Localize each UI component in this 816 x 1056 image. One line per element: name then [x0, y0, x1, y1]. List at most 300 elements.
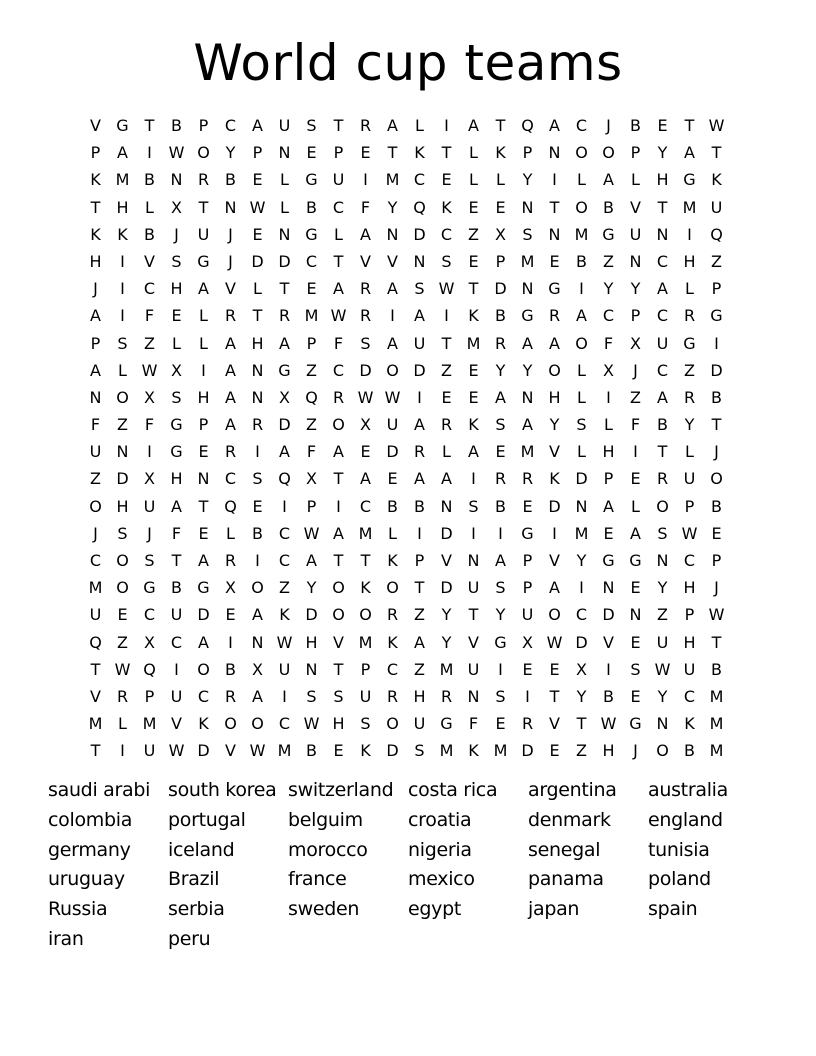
- grid-letter: N: [116, 442, 129, 462]
- grid-letter: M: [358, 523, 373, 543]
- grid-letter: I: [390, 306, 395, 326]
- grid-letter: T: [279, 279, 290, 299]
- grid-letter: T: [684, 116, 695, 135]
- grid-letter: O: [116, 387, 129, 407]
- grid-letter: N: [89, 387, 102, 407]
- grid-letter: D: [575, 632, 588, 652]
- grid-letter: K: [441, 197, 452, 217]
- grid-letter: T: [90, 197, 101, 217]
- grid-letter: W: [330, 306, 347, 326]
- grid-letter: T: [252, 306, 263, 326]
- grid-letter: Y: [657, 143, 668, 163]
- grid-letter: X: [279, 387, 290, 407]
- grid-letter: T: [549, 686, 560, 706]
- grid-letter: S: [144, 551, 155, 570]
- grid-letter: J: [714, 578, 719, 598]
- grid-letter: U: [89, 442, 102, 462]
- grid-letter: P: [684, 496, 695, 516]
- grid-letter: B: [225, 659, 236, 679]
- grid-letter: H: [683, 251, 696, 271]
- grid-letter: U: [278, 659, 291, 679]
- grid-letter: W: [600, 714, 617, 734]
- grid-letter: M: [88, 578, 103, 598]
- grid-letter: F: [360, 197, 371, 217]
- grid-letter: L: [604, 415, 613, 435]
- grid-letter: O: [359, 605, 372, 625]
- grid-letter: P: [684, 605, 695, 625]
- grid-letter: O: [89, 496, 102, 516]
- grid-letter: V: [630, 197, 641, 217]
- grid-letter: N: [467, 551, 480, 570]
- grid-letter: D: [359, 360, 372, 380]
- grid-letter: B: [630, 116, 641, 135]
- word-list-item: croatia: [408, 808, 472, 831]
- grid-letter: N: [575, 496, 588, 516]
- word-list-item: sweden: [288, 898, 360, 921]
- grid-letter: E: [495, 197, 506, 217]
- grid-letter: K: [90, 170, 101, 190]
- grid-letter: Z: [684, 360, 695, 380]
- grid-letter: I: [120, 251, 125, 271]
- grid-letter: E: [198, 523, 209, 543]
- grid-letter: S: [495, 415, 506, 435]
- grid-letter: Z: [711, 251, 722, 271]
- grid-letter: Q: [521, 116, 534, 135]
- grid-letter: T: [711, 632, 722, 652]
- grid-letter: W: [168, 143, 185, 163]
- grid-letter: M: [574, 224, 589, 244]
- grid-letter: D: [305, 605, 318, 625]
- grid-letter: A: [252, 686, 263, 706]
- grid-letter: N: [224, 197, 237, 217]
- word-list-item: costa rica: [408, 779, 498, 801]
- grid-letter: T: [657, 442, 668, 462]
- grid-letter: N: [251, 360, 264, 380]
- grid-letter: L: [334, 224, 343, 244]
- grid-letter: V: [441, 551, 452, 570]
- grid-letter: D: [116, 469, 129, 489]
- grid-letter: V: [225, 279, 236, 299]
- grid-letter: A: [630, 523, 641, 543]
- grid-letter: K: [198, 714, 209, 734]
- grid-letter: U: [467, 659, 480, 679]
- grid-letter: N: [305, 659, 318, 679]
- word-list-item: spain: [648, 898, 698, 921]
- grid-letter: A: [252, 116, 263, 135]
- grid-letter: P: [90, 143, 101, 163]
- word-list-item: nigeria: [408, 838, 472, 861]
- grid-letter: O: [575, 143, 588, 163]
- grid-letter: S: [441, 251, 452, 271]
- grid-letter: F: [90, 415, 101, 435]
- grid-letter: O: [656, 741, 669, 761]
- grid-letter: W: [357, 387, 374, 407]
- grid-letter: Z: [306, 415, 317, 435]
- grid-letter: E: [333, 741, 344, 761]
- grid-letter: I: [282, 496, 287, 516]
- grid-letter: C: [197, 686, 210, 706]
- grid-letter: K: [360, 741, 371, 761]
- grid-letter: K: [117, 224, 128, 244]
- grid-letter: A: [333, 523, 344, 543]
- grid-letter: Q: [89, 632, 102, 652]
- grid-letter: T: [333, 251, 344, 271]
- grid-letter: L: [199, 306, 208, 326]
- grid-letter: M: [115, 170, 130, 190]
- word-list-item: australia: [648, 779, 728, 801]
- grid-letter: V: [468, 632, 479, 652]
- grid-letter: I: [471, 469, 476, 489]
- grid-letter: B: [252, 523, 263, 543]
- grid-letter: F: [630, 415, 641, 435]
- grid-letter: Z: [279, 578, 290, 598]
- grid-letter: E: [360, 442, 371, 462]
- grid-letter: V: [387, 251, 398, 271]
- grid-letter: C: [170, 632, 183, 652]
- grid-letter: K: [468, 415, 479, 435]
- grid-letter: E: [522, 496, 533, 516]
- grid-letter: W: [114, 659, 131, 679]
- grid-letter: N: [656, 714, 669, 734]
- grid-letter: A: [387, 279, 398, 299]
- grid-letter: V: [90, 116, 101, 135]
- grid-letter: C: [413, 170, 426, 190]
- grid-letter: S: [360, 333, 371, 353]
- grid-letter: M: [277, 741, 292, 761]
- grid-letter: A: [522, 333, 533, 353]
- grid-letter: D: [602, 605, 615, 625]
- grid-letter: D: [413, 360, 426, 380]
- grid-letter: A: [414, 306, 425, 326]
- grid-letter: A: [387, 333, 398, 353]
- grid-letter: Q: [305, 387, 318, 407]
- grid-letter: U: [386, 415, 399, 435]
- word-list-item: tunisia: [648, 838, 710, 861]
- grid-letter: S: [495, 686, 506, 706]
- grid-letter: Y: [522, 170, 533, 190]
- grid-letter: C: [440, 224, 453, 244]
- grid-letter: I: [444, 306, 449, 326]
- grid-letter: L: [577, 387, 586, 407]
- grid-letter: M: [520, 442, 535, 462]
- grid-letter: I: [687, 224, 692, 244]
- grid-letter: N: [386, 224, 399, 244]
- grid-letter: I: [120, 279, 125, 299]
- grid-letter: U: [683, 659, 696, 679]
- grid-letter: U: [413, 333, 426, 353]
- grid-letter: D: [197, 605, 210, 625]
- grid-letter: D: [440, 523, 453, 543]
- grid-letter: U: [521, 605, 534, 625]
- grid-letter: C: [359, 496, 372, 516]
- grid-letter: G: [143, 578, 156, 598]
- grid-letter: A: [441, 469, 452, 489]
- grid-letter: T: [360, 551, 371, 570]
- grid-letter: E: [549, 251, 560, 271]
- grid-letter: X: [522, 632, 533, 652]
- grid-letter: A: [90, 360, 101, 380]
- grid-letter: R: [359, 306, 372, 326]
- grid-letter: M: [88, 714, 103, 734]
- grid-letter: B: [684, 741, 695, 761]
- grid-letter: X: [252, 659, 263, 679]
- grid-letter: O: [710, 469, 723, 489]
- grid-letter: M: [439, 741, 454, 761]
- grid-letter: T: [441, 333, 452, 353]
- grid-letter: H: [683, 632, 696, 652]
- grid-letter: D: [521, 741, 534, 761]
- grid-letter: U: [656, 333, 669, 353]
- grid-letter: L: [388, 523, 397, 543]
- grid-letter: C: [656, 251, 669, 271]
- grid-letter: D: [278, 251, 291, 271]
- grid-letter: R: [683, 306, 696, 326]
- grid-letter: F: [171, 523, 182, 543]
- grid-letter: K: [387, 632, 398, 652]
- grid-letter: D: [548, 496, 561, 516]
- grid-letter: Z: [414, 605, 425, 625]
- grid-letter: W: [249, 197, 266, 217]
- grid-letter: X: [171, 360, 182, 380]
- grid-letter: O: [116, 578, 129, 598]
- grid-letter: V: [549, 714, 560, 734]
- grid-letter: O: [386, 578, 399, 598]
- grid-letter: I: [525, 686, 530, 706]
- grid-letter: L: [577, 170, 586, 190]
- grid-letter: E: [495, 714, 506, 734]
- grid-letter: S: [657, 523, 668, 543]
- grid-letter: R: [386, 686, 399, 706]
- grid-letter: L: [172, 333, 181, 353]
- grid-letter: O: [197, 143, 210, 163]
- grid-letter: B: [603, 197, 614, 217]
- grid-letter: X: [144, 632, 155, 652]
- grid-letter: V: [225, 741, 236, 761]
- grid-letter: A: [387, 116, 398, 135]
- grid-letter: J: [714, 442, 719, 462]
- grid-letter: R: [656, 469, 669, 489]
- grid-letter: T: [468, 605, 479, 625]
- grid-letter: P: [495, 251, 506, 271]
- grid-letter: S: [360, 714, 371, 734]
- grid-letter: I: [363, 170, 368, 190]
- grid-letter: Y: [630, 279, 641, 299]
- grid-letter: K: [414, 143, 425, 163]
- grid-letter: B: [414, 496, 425, 516]
- grid-letter: E: [252, 496, 263, 516]
- word-list-item: england: [648, 808, 723, 831]
- grid-letter: D: [197, 741, 210, 761]
- grid-letter: L: [577, 442, 586, 462]
- grid-letter: A: [279, 442, 290, 462]
- grid-letter: C: [656, 306, 669, 326]
- grid-letter: T: [171, 551, 182, 570]
- word-list-item: iran: [48, 927, 84, 950]
- grid-letter: Y: [522, 360, 533, 380]
- grid-letter: E: [306, 279, 317, 299]
- grid-letter: R: [224, 442, 237, 462]
- grid-letter: A: [360, 469, 371, 489]
- grid-letter: R: [683, 387, 696, 407]
- grid-letter: U: [656, 632, 669, 652]
- grid-letter: I: [174, 659, 179, 679]
- grid-letter: P: [306, 496, 317, 516]
- grid-letter: U: [197, 224, 210, 244]
- grid-letter: P: [711, 279, 722, 299]
- grid-letter: P: [144, 686, 155, 706]
- grid-letter: L: [280, 197, 289, 217]
- grid-letter: K: [684, 714, 695, 734]
- grid-letter: A: [549, 333, 560, 353]
- grid-letter: N: [278, 143, 291, 163]
- grid-letter: Y: [495, 605, 506, 625]
- word-list-item: france: [288, 868, 347, 891]
- grid-letter: G: [278, 360, 291, 380]
- grid-letter: M: [385, 170, 400, 190]
- grid-letter: T: [333, 469, 344, 489]
- grid-letter: C: [386, 659, 399, 679]
- grid-letter: W: [384, 387, 401, 407]
- grid-letter: A: [522, 415, 533, 435]
- grid-letter: N: [251, 632, 264, 652]
- grid-letter: I: [444, 116, 449, 135]
- grid-letter: U: [278, 116, 291, 135]
- grid-letter: C: [656, 360, 669, 380]
- grid-letter: U: [89, 605, 102, 625]
- grid-letter: N: [197, 469, 210, 489]
- grid-letter: N: [251, 387, 264, 407]
- grid-letter: G: [116, 116, 129, 135]
- grid-letter: M: [682, 197, 697, 217]
- grid-letter: A: [603, 496, 614, 516]
- grid-letter: P: [711, 551, 722, 570]
- grid-letter: E: [306, 143, 317, 163]
- grid-letter: G: [440, 714, 453, 734]
- grid-letter: E: [495, 442, 506, 462]
- grid-letter: I: [552, 523, 557, 543]
- grid-letter: C: [683, 551, 696, 570]
- grid-letter: N: [656, 551, 669, 570]
- grid-letter: C: [575, 605, 588, 625]
- grid-letter: Y: [441, 605, 452, 625]
- grid-letter: I: [282, 686, 287, 706]
- grid-letter: E: [117, 605, 128, 625]
- grid-letter: I: [606, 659, 611, 679]
- grid-letter: W: [438, 279, 455, 299]
- grid-letter: I: [471, 523, 476, 543]
- grid-letter: P: [522, 578, 533, 598]
- grid-letter: C: [89, 551, 102, 570]
- grid-letter: R: [413, 442, 426, 462]
- grid-letter: J: [633, 360, 638, 380]
- grid-letter: A: [603, 170, 614, 190]
- grid-letter: K: [495, 143, 506, 163]
- grid-letter: T: [90, 741, 101, 761]
- grid-letter: M: [466, 333, 481, 353]
- grid-letter: I: [255, 442, 260, 462]
- grid-letter: V: [333, 632, 344, 652]
- grid-letter: Q: [710, 224, 723, 244]
- grid-letter: B: [171, 116, 182, 135]
- grid-letter: S: [630, 659, 641, 679]
- word-list-item: south korea: [168, 779, 277, 801]
- grid-letter: J: [228, 251, 233, 271]
- grid-letter: H: [602, 442, 615, 462]
- grid-letter: V: [549, 442, 560, 462]
- grid-letter: R: [224, 686, 237, 706]
- grid-letter: A: [333, 279, 344, 299]
- grid-letter: H: [602, 741, 615, 761]
- grid-letter: L: [577, 360, 586, 380]
- grid-letter: D: [575, 469, 588, 489]
- grid-letter: E: [630, 578, 641, 598]
- grid-letter: F: [333, 333, 344, 353]
- grid-letter: U: [170, 605, 183, 625]
- grid-letter: Y: [549, 415, 560, 435]
- grid-letter: L: [226, 523, 235, 543]
- grid-letter: G: [521, 306, 534, 326]
- grid-letter: C: [224, 116, 237, 135]
- grid-letter: B: [144, 224, 155, 244]
- grid-letter: Z: [306, 360, 317, 380]
- grid-letter: A: [252, 605, 263, 625]
- grid-letter: Y: [603, 279, 614, 299]
- grid-letter: Q: [413, 197, 426, 217]
- grid-letter: B: [225, 170, 236, 190]
- grid-letter: S: [414, 741, 425, 761]
- grid-letter: U: [710, 197, 723, 217]
- grid-letter: L: [496, 170, 505, 190]
- grid-letter: G: [629, 551, 642, 570]
- grid-letter: V: [90, 686, 101, 706]
- grid-letter: L: [253, 279, 262, 299]
- word-list-item: germany: [48, 838, 131, 861]
- grid-letter: Y: [495, 360, 506, 380]
- grid-letter: C: [224, 469, 237, 489]
- page-title: World cup teams: [193, 34, 623, 92]
- grid-letter: P: [306, 333, 317, 353]
- grid-letter: E: [468, 387, 479, 407]
- word-list-item: portugal: [168, 808, 246, 831]
- grid-letter: X: [144, 387, 155, 407]
- grid-letter: C: [305, 251, 318, 271]
- word-list: [48, 776, 768, 955]
- grid-letter: W: [303, 523, 320, 543]
- grid-letter: O: [575, 333, 588, 353]
- grid-letter: V: [171, 714, 182, 734]
- grid-letter: C: [332, 197, 345, 217]
- grid-letter: E: [630, 686, 641, 706]
- grid-letter: G: [548, 279, 561, 299]
- grid-letter: C: [278, 523, 291, 543]
- grid-letter: A: [225, 415, 236, 435]
- grid-letter: R: [251, 415, 264, 435]
- grid-letter: R: [548, 306, 561, 326]
- grid-letter: J: [93, 523, 98, 543]
- grid-letter: B: [603, 686, 614, 706]
- grid-letter: P: [333, 143, 344, 163]
- grid-letter: M: [709, 741, 724, 761]
- grid-letter: H: [170, 279, 183, 299]
- grid-letter: R: [359, 279, 372, 299]
- grid-letter: D: [251, 251, 264, 271]
- grid-letter: V: [603, 632, 614, 652]
- grid-letter: S: [414, 279, 425, 299]
- grid-letter: B: [495, 496, 506, 516]
- grid-letter: O: [575, 197, 588, 217]
- grid-letter: P: [198, 415, 209, 435]
- grid-letter: N: [467, 686, 480, 706]
